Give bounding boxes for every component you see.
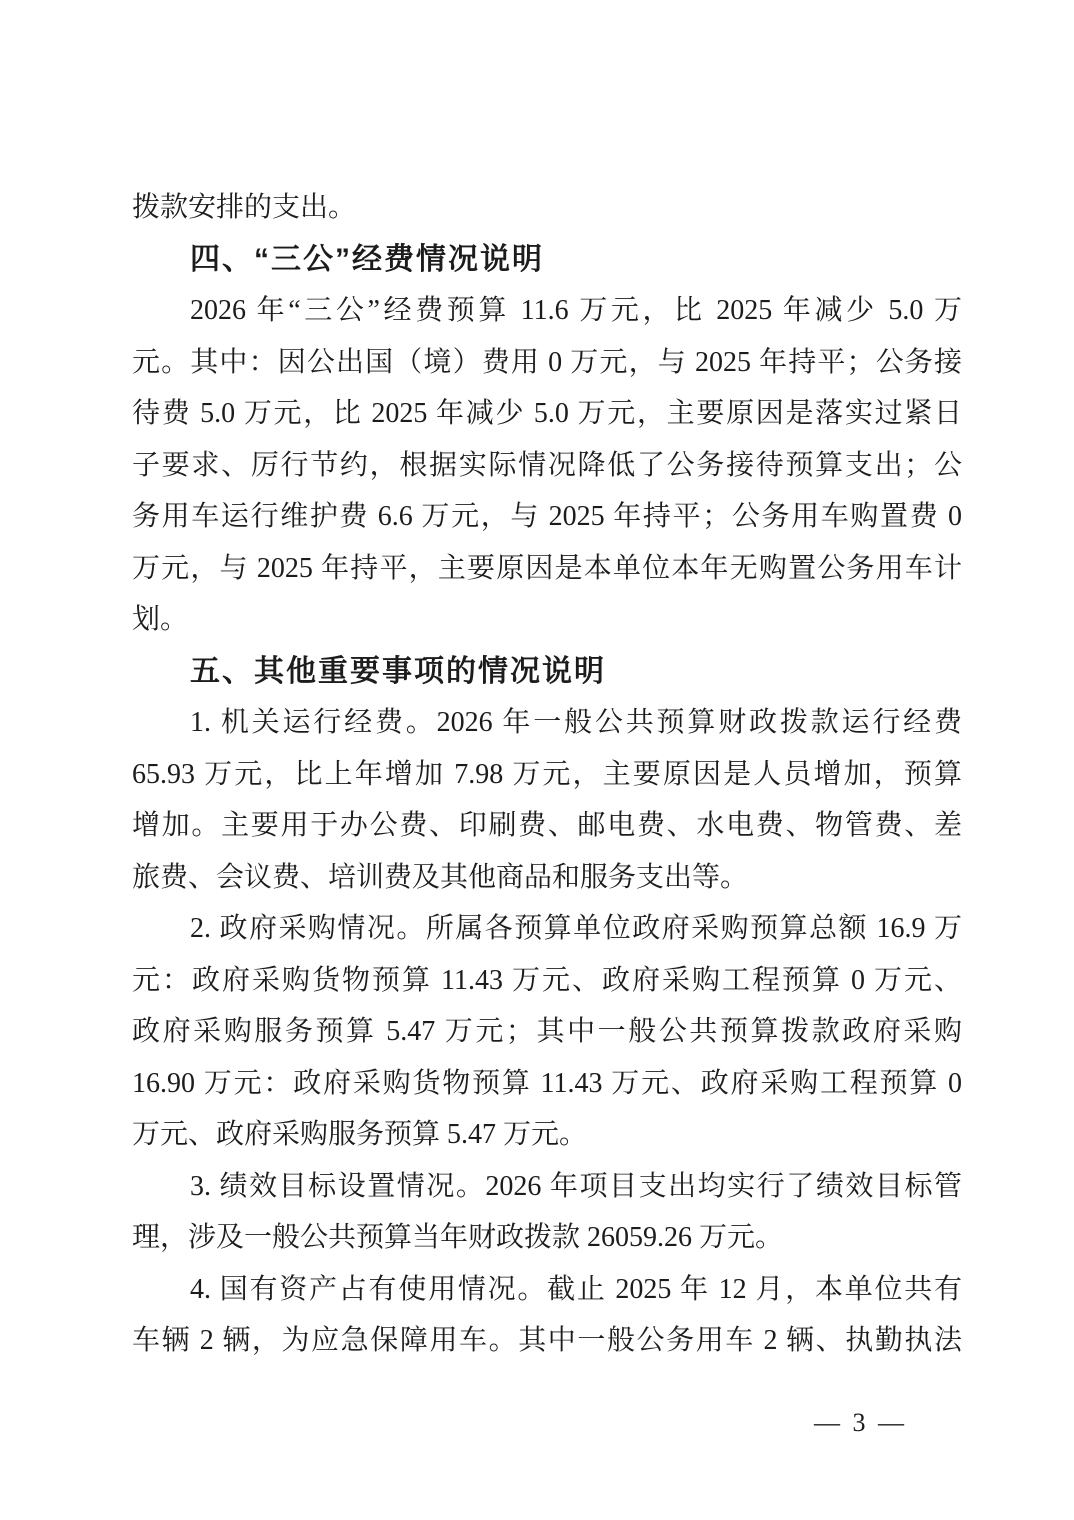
text-line: 2026 年“三公”经费预算 11.6 万元，比 2025 年减少 5.0 万	[190, 295, 962, 326]
text-line: 待费 5.0 万元，比 2025 年减少 5.0 万元，主要原因是落实过紧日	[132, 398, 962, 429]
document-body	[132, 182, 962, 1367]
text-line: 元。其中：因公出国（境）费用 0 万元，与 2025 年持平；公务接	[132, 346, 962, 378]
text-line: 子要求、厉行节约，根据实际情况降低了公务接待预算支出；公	[132, 449, 962, 481]
text-line: 划。	[132, 604, 189, 635]
text-line: 政府采购服务预算 5.47 万元；其中一般公共预算拨款政府采购	[132, 1016, 962, 1047]
text-line: 理，涉及一般公共预算当年财政拨款 26059.26 万元。	[132, 1222, 784, 1253]
text-line: 元：政府采购货物预算 11.43 万元、政府采购工程预算 0 万元、	[132, 964, 962, 996]
text-line: 万元、政府采购服务预算 5.47 万元。	[132, 1119, 588, 1150]
text-line: 1. 机关运行经费。2026 年一般公共预算财政拨款运行经费	[190, 707, 962, 738]
text-line: 2. 政府采购情况。所属各预算单位政府采购预算总额 16.9 万	[190, 913, 962, 944]
text-line: 4. 国有资产占有使用情况。截止 2025 年 12 月，本单位共有	[190, 1273, 962, 1305]
text-line: 拨款安排的支出。	[132, 192, 357, 223]
text-line: 3. 绩效目标设置情况。2026 年项目支出均实行了绩效目标管	[190, 1170, 962, 1202]
section-heading: 四、“三公”经费情况说明	[190, 242, 544, 276]
text-line: 务用车运行维护费 6.6 万元，与 2025 年持平；公务用车购置费 0	[132, 501, 962, 532]
text-line: 65.93 万元，比上年增加 7.98 万元，主要原因是人员增加，预算	[132, 758, 962, 790]
text-line: 万元，与 2025 年持平，主要原因是本单位本年无购置公务用车计	[132, 552, 962, 584]
text-line: 增加。主要用于办公费、印刷费、邮电费、水电费、物管费、差	[132, 810, 962, 841]
text-line: 旅费、会议费、培训费及其他商品和服务支出等。	[132, 861, 749, 893]
section-heading: 五、其他重要事项的情况说明	[190, 654, 606, 688]
page-number: — 3 —	[814, 1408, 907, 1437]
text-line: 车辆 2 辆，为应急保障用车。其中一般公务用车 2 辆、执勤执法	[132, 1325, 962, 1356]
text-line: 16.90 万元：政府采购货物预算 11.43 万元、政府采购工程预算 0	[132, 1067, 962, 1099]
